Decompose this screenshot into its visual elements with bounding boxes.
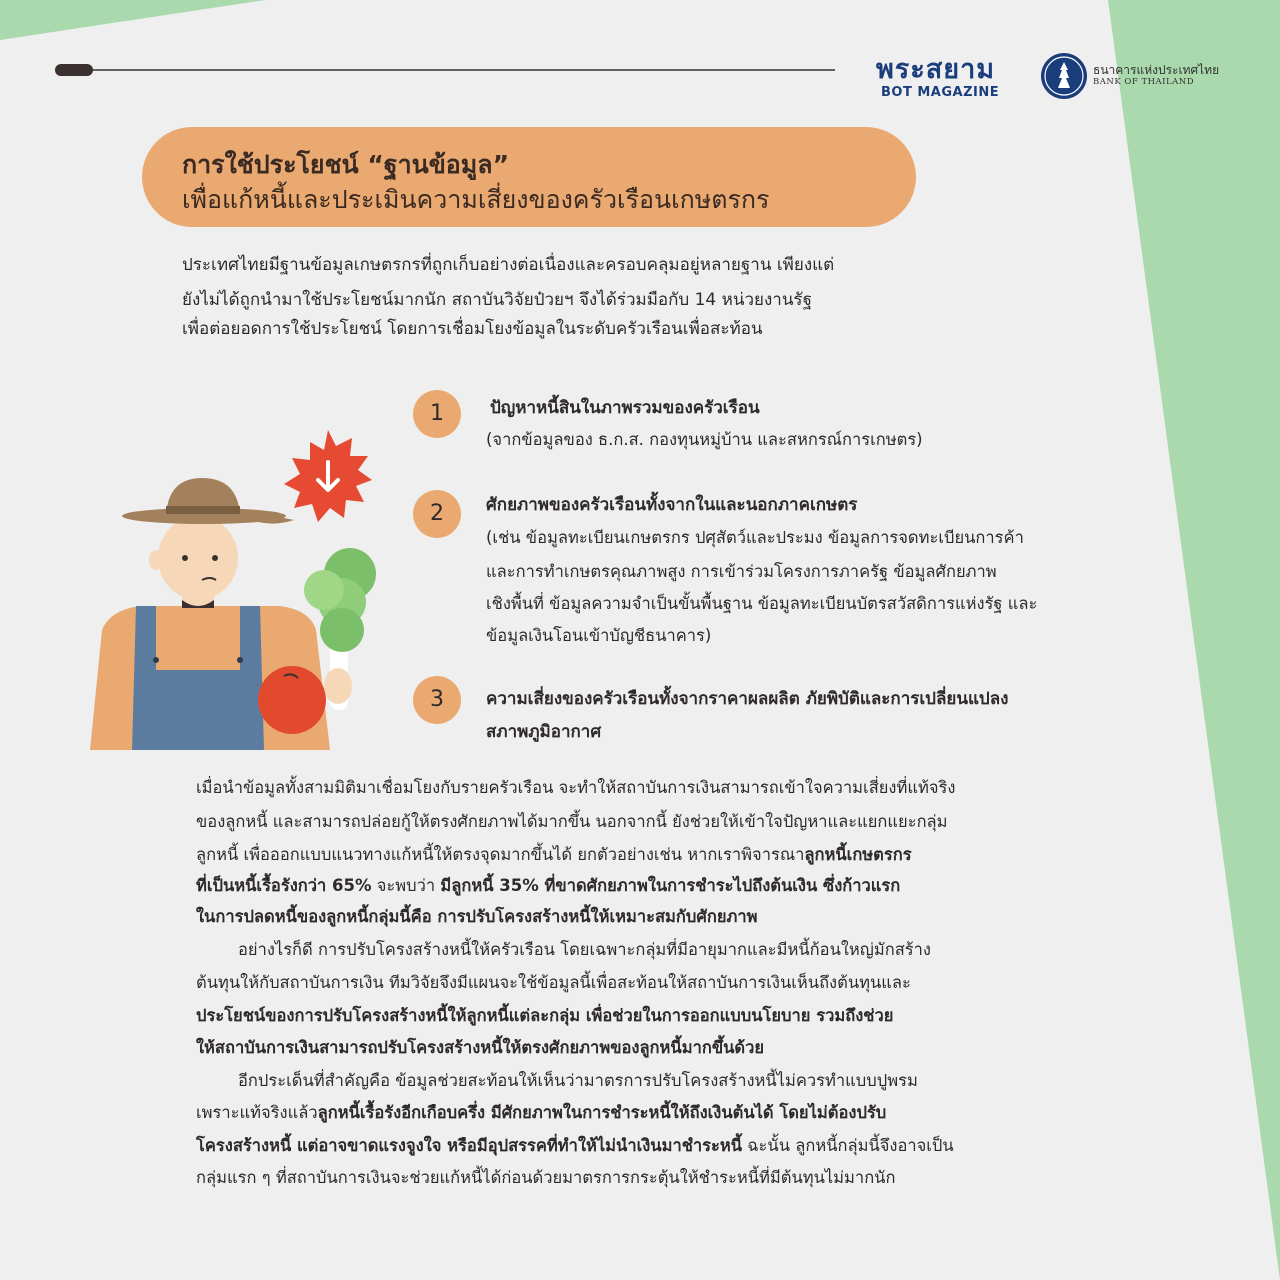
item-2-body-line-3: เชิงพื้นที่ ข้อมูลความจำเป็นขั้นพื้นฐาน ข้อมูลทะเบียนบัตรสวัสดิการแห่งรัฐ และ — [486, 594, 1038, 613]
bank-of-thailand-seal-icon — [1040, 52, 1088, 100]
item-2-body-line-2: และการทำเกษตรคุณภาพสูง การเข้าร่วมโครงการภาครัฐ ข้อมูลศักยภาพ — [486, 562, 997, 581]
body-p3-line-2: เพราะแท้จริงแล้วลูกหนี้เรื้อรังอีกเกือบครึ่ง มีศักยภาพในการชำระหนี้ให้ถึงเงินต้นได้ โดยไม่ต้องปรับ — [196, 1103, 887, 1122]
intro-line-3: เพื่อต่อยอดการใช้ประโยชน์ โดยการเชื่อมโยงข้อมูลในระดับครัวเรือนเพื่อสะท้อน — [182, 319, 763, 339]
body-p2-line-2: ต้นทุนให้กับสถาบันการเงิน ทีมวิจัยจึงมีแผนจะใช้ข้อมูลนี้เพื่อสะท้อนให้สถาบันการเงินเห็นถึงต้นทุนและ — [196, 973, 911, 992]
magazine-logo: พระสยาม — [876, 54, 996, 85]
item-number-3: 3 — [413, 676, 461, 724]
magazine-sub-logo: BOT MAGAZINE — [881, 85, 1000, 100]
body-p1-line-4: ที่เป็นหนี้เรื้อรังกว่า 65% จะพบว่า มีลูกหนี้ 35% ที่ขาดศักยภาพในการชำระไปถึงต้นเงิน ซึ่งก้าวแรก — [196, 876, 901, 895]
item-number-1: 1 — [413, 390, 461, 438]
item-2-title: ศักยภาพของครัวเรือนทั้งจากในและนอกภาคเกษตร — [486, 495, 858, 515]
header-divider — [55, 63, 835, 77]
item-1-title: ปัญหาหนี้สินในภาพรวมของครัวเรือน — [490, 398, 760, 418]
farmer-illustration — [80, 430, 400, 750]
bank-name-thai: ธนาคารแห่งประเทศไทย — [1093, 63, 1220, 77]
intro-line-2: ยังไม่ได้ถูกนำมาใช้ประโยชน์มากนัก สถาบันวิจัยป๋วยฯ จึงได้ร่วมมือกับ 14 หน่วยงานรัฐ — [182, 290, 812, 310]
body-p3-line-4: กลุ่มแรก ๆ ที่สถาบันการเงินจะช่วยแก้หนี้ได้ก่อนด้วยมาตรการกระตุ้นให้ชำระหนี้ที่มีต้นทุนไม่มากนัก — [196, 1168, 896, 1187]
item-2-body-line-1: (เช่น ข้อมูลทะเบียนเกษตรกร ปศุสัตว์และประมง ข้อมูลการจดทะเบียนการค้า — [486, 528, 1024, 547]
body-p1-line-1: เมื่อนำข้อมูลทั้งสามมิติมาเชื่อมโยงกับรายครัวเรือน จะทำให้สถาบันการเงินสามารถเข้าใจความเสี่ยงที่แท้จริง — [196, 778, 956, 797]
body-p2-line-1: อย่างไรก็ดี การปรับโครงสร้างหนี้ให้ครัวเรือน โดยเฉพาะกลุ่มที่มีอายุมากและมีหนี้ก้อนใหญ่มักสร้าง — [238, 940, 931, 959]
page-title-line-1: การใช้ประโยชน์ “ฐานข้อมูล” — [182, 150, 510, 179]
body-p2-line-4: ให้สถาบันการเงินสามารถปรับโครงสร้างหนี้ให้ตรงศักยภาพของลูกหนี้มากขึ้นด้วย — [196, 1038, 765, 1057]
page-title-line-2: เพื่อแก้หนี้และประเมินความเสี่ยงของครัวเรือนเกษตรกร — [182, 185, 770, 214]
item-2-body-line-4: ข้อมูลเงินโอนเข้าบัญชีธนาคาร) — [486, 626, 712, 645]
item-number-2: 2 — [413, 490, 461, 538]
body-p1-line-5: ในการปลดหนี้ของลูกหนี้กลุ่มนี้คือ การปรับโครงสร้างหนี้ให้เหมาะสมกับศักยภาพ — [196, 907, 758, 926]
intro-line-1: ประเทศไทยมีฐานข้อมูลเกษตรกรที่ถูกเก็บอย่างต่อเนื่องและครอบคลุมอยู่หลายฐาน เพียงแต่ — [182, 255, 835, 275]
body-p1-line-3: ลูกหนี้ เพื่อออกแบบแนวทางแก้หนี้ให้ตรงจุดมากขึ้นได้ ยกตัวอย่างเช่น หากเราพิจารณาลูกหนี้เกษตรกร — [196, 845, 912, 864]
item-3-title-line-2: สภาพภูมิอากาศ — [486, 722, 602, 742]
body-p3-line-3: โครงสร้างหนี้ แต่อาจขาดแรงจูงใจ หรือมีอุปสรรคที่ทำให้ไม่นำเงินมาชำระหนี้ ฉะนั้น ลูกหนี้กลุ่มนี้จึงอาจเป็น — [196, 1136, 954, 1155]
body-p2-line-3: ประโยชน์ของการปรับโครงสร้างหนี้ให้ลูกหนี้แต่ละกลุ่ม เพื่อช่วยในการออกแบบนโยบาย รวมถึงช่วย — [196, 1006, 894, 1025]
item-3-title-line-1: ความเสี่ยงของครัวเรือนทั้งจากราคาผลผลิต ภัยพิบัติและการเปลี่ยนแปลง — [486, 689, 1009, 709]
item-1-body: (จากข้อมูลของ ธ.ก.ส. กองทุนหมู่บ้าน และสหกรณ์การเกษตร) — [486, 430, 923, 449]
alert-burst-icon — [284, 430, 372, 522]
bank-name-english: BANK OF THAILAND — [1093, 77, 1195, 87]
body-p3-line-1: อีกประเด็นที่สำคัญคือ ข้อมูลช่วยสะท้อนให้เห็นว่ามาตรการปรับโครงสร้างหนี้ไม่ควรทำแบบปูพรม — [238, 1071, 918, 1090]
body-p1-line-2: ของลูกหนี้ และสามารถปล่อยกู้ให้ตรงศักยภาพได้มากขึ้น นอกจากนี้ ยังช่วยให้เข้าใจปัญหาและแยกแยะกลุ่ม — [196, 812, 948, 831]
